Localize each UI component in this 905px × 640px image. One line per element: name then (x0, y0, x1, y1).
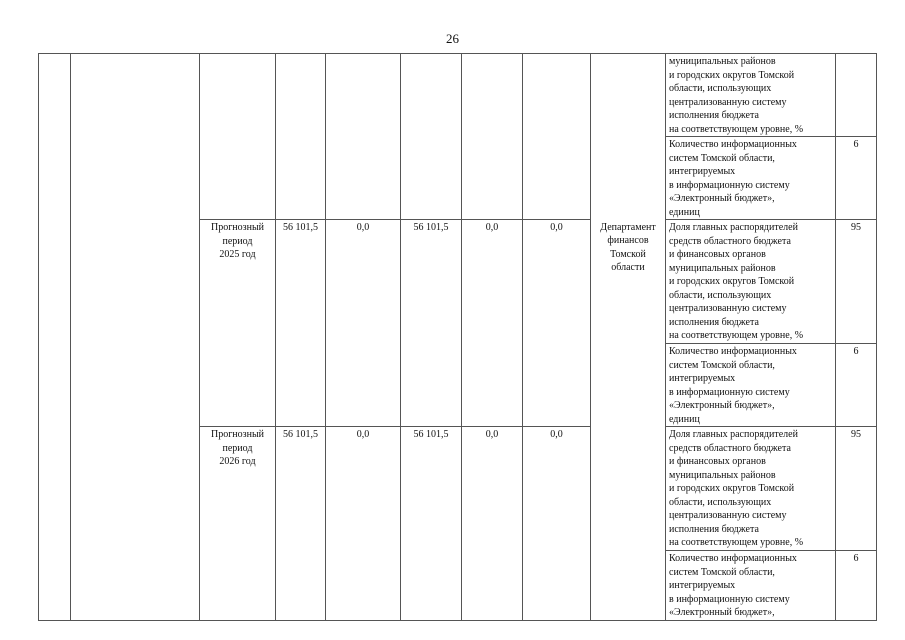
indicator-share-tail: муниципальных районов и городских округов Томской области, использующих централизованную систему исполнения бюджета на соответствующем уровне, % (666, 54, 836, 137)
share-value-2026: 95 (836, 427, 877, 551)
period-2025: Прогнозный период 2025 год (200, 220, 276, 427)
table-row (39, 54, 877, 137)
indicator-share: Доля главных распорядителей средств областного бюджета и финансовых органов муниципальных районов и городских округов Томской области, использующих централизованную систему исполнения бюджета на соответствующем уровне, % (666, 220, 836, 344)
cell-v2-prev (401, 54, 462, 220)
indicator-count: Количество информационных систем Томской области, интегрируемых в информационную систему «Электронный бюджет», единиц (666, 137, 836, 220)
cell-total-prev (276, 54, 326, 220)
executor: Департамент финансов Томской области (591, 220, 666, 621)
cell-period-prev (200, 54, 276, 220)
total-2026: 56 101,5 (276, 427, 326, 621)
v2-2025: 56 101,5 (401, 220, 462, 427)
program-table (38, 53, 877, 621)
v4-2026: 0,0 (523, 427, 591, 621)
v1-2025: 0,0 (326, 220, 401, 427)
v3-2025: 0,0 (462, 220, 523, 427)
v1-2026: 0,0 (326, 427, 401, 621)
count-value-2026: 6 (836, 551, 877, 621)
indicator-share: Доля главных распорядителей средств областного бюджета и финансовых органов муниципальных районов и городских округов Томской области, использующих централизованную систему исполнения бюджета на соответствующем уровне, % (666, 427, 836, 551)
total-2025: 56 101,5 (276, 220, 326, 427)
v2-2026: 56 101,5 (401, 427, 462, 621)
v3-2026: 0,0 (462, 427, 523, 621)
count-value-2025: 6 (836, 344, 877, 427)
page-number: 26 (446, 31, 459, 46)
share-value-2025: 95 (836, 220, 877, 344)
cell-v1-prev (326, 54, 401, 220)
cell-v3-prev (462, 54, 523, 220)
cell-v4-prev (523, 54, 591, 220)
cell-executor-prev (591, 54, 666, 220)
cell-col-1 (39, 54, 71, 621)
indicator-share-value-prev (836, 54, 877, 137)
indicator-count: Количество информационных систем Томской области, интегрируемых в информационную систему «Электронный бюджет», единиц (666, 344, 836, 427)
indicator-count-value: 6 (836, 137, 877, 220)
indicator-count-partial: Количество информационных систем Томской области, интегрируемых в информационную систему «Электронный бюджет», (666, 551, 836, 621)
period-2026: Прогнозный период 2026 год (200, 427, 276, 621)
v4-2025: 0,0 (523, 220, 591, 427)
cell-col-2 (71, 54, 200, 621)
